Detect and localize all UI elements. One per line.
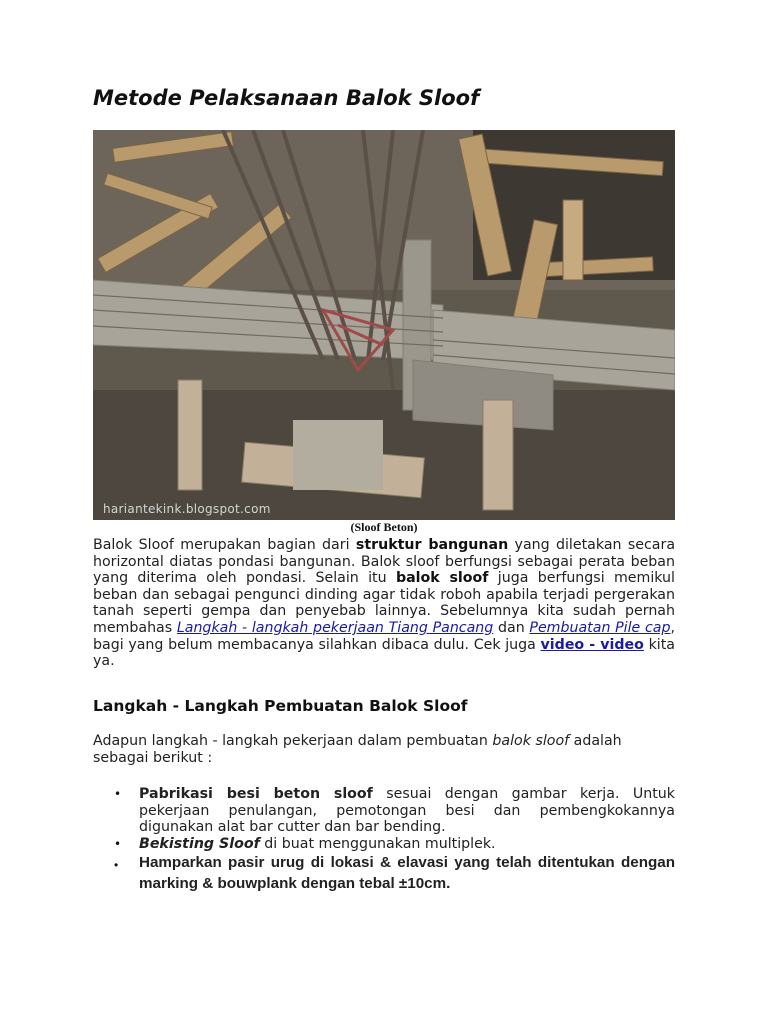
list-item-strong: Bekisting Sloof (139, 835, 260, 852)
list-item (93, 786, 675, 836)
sloof-photo (93, 130, 675, 520)
bullet-icon: • (114, 836, 122, 851)
paragraph-text: yang diletakan secara horizontal diatas pondasi bangunan. Balok sloof berfungsi sebagai perata beban yang diterima oleh pondasi. Selain itu (93, 537, 676, 587)
bullet-icon: • (114, 858, 119, 873)
link-tiang-pancang[interactable]: Langkah - langkah pekerjaan Tiang Pancang (176, 619, 494, 636)
sloof-photo-illustration (93, 130, 675, 520)
photo-caption: (Sloof Beton) (350, 520, 418, 534)
list-item-strong: Pabrikasi besi beton sloof (139, 786, 373, 802)
link-video[interactable]: video - video (540, 636, 644, 653)
list-item-text: di buat menggunakan multiplek. (259, 835, 496, 852)
paragraph-text: , bagi yang belum membacanya silahkan dibaca dulu. Cek juga (93, 619, 675, 653)
page-title: Metode Pelaksanaan Balok Sloof (93, 86, 480, 110)
bold-term: balok sloof (395, 570, 489, 587)
steps-list (93, 786, 675, 894)
intro-text: Adapun langkah - langkah pekerjaan dalam pembuatan (93, 733, 493, 749)
intro-text: adalah sebagai berikut : (93, 733, 622, 766)
section-heading: Langkah - Langkah Pembuatan Balok Sloof (93, 697, 468, 715)
intro-paragraph (93, 537, 675, 670)
paragraph-text: juga berfungsi memikul beban dan sebagai pengunci dinding agar tidak roboh apabila terjadi pergerakan tanah seperti gempa dan penyebab lainnya. Sebelumnya kita sudah pernah membahas (93, 570, 675, 636)
bold-term: struktur bangunan (355, 537, 509, 553)
list-item-text: Hamparkan pasir urug di lokasi & elavasi yang telah ditentukan dengan marking & bouwplank dengan tebal ±10cm. (139, 854, 675, 893)
paragraph-text: Balok Sloof merupakan bagian dari (93, 537, 356, 553)
italic-term: balok sloof (492, 733, 570, 749)
paragraph-text: dan (493, 619, 530, 636)
photo-watermark: hariantekink.blogspot.com (103, 502, 271, 516)
list-item (93, 852, 675, 894)
link-pile-cap[interactable]: Pembuatan Pile cap (529, 619, 671, 636)
list-item (93, 836, 675, 853)
steps-intro (93, 733, 675, 767)
list-item-text: sesuai dengan gambar kerja. Untuk pekerjaan penulangan, pemotongan besi dan pembengkokannya digunakan alat bar cutter dan bar bending. (139, 786, 675, 836)
paragraph-text: kita ya. (93, 636, 675, 670)
bullet-icon: • (114, 787, 122, 801)
